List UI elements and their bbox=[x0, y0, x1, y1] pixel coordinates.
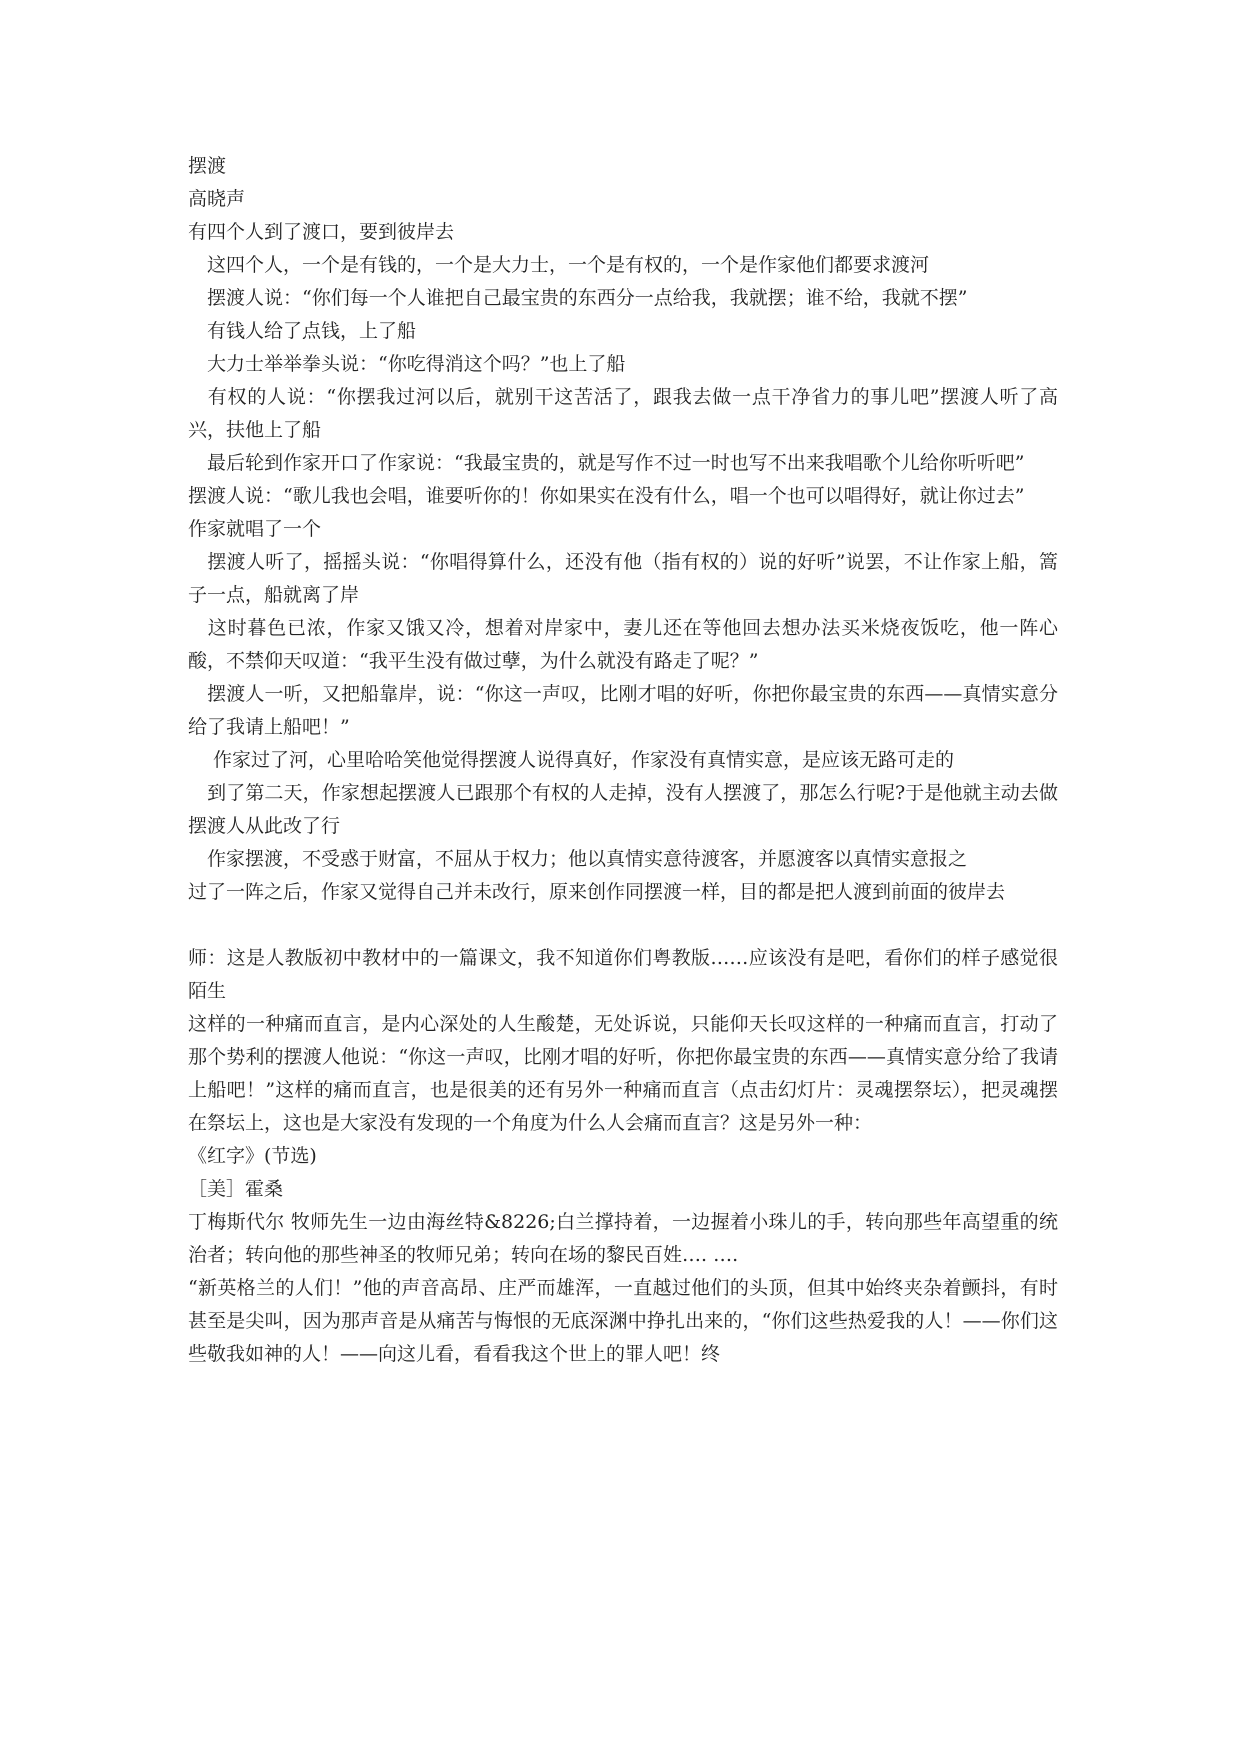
commentary-paragraph: 这样的一种痛而直言，是内心深处的人生酸楚，无处诉说，只能仰天长叹这样的一种痛而直言，打动了那个势利的摆渡人他说：“你这一声叹，比刚才唱的好听，你把你最宝贵的东西——真情实意分给了我请上船吧！”这样的痛而直言，也是很美的还有另外一种痛而直言（点击幻灯片：灵魂摆祭坛），把灵魂摆在祭坛上，这也是大家没有发现的一个角度为什么人会痛而直言？这是另外一种： bbox=[188, 1013, 1058, 1134]
story-paragraph: 这时暮色已浓，作家又饿又冷，想着对岸家中，妻儿还在等他回去想办法买米烧夜饭吃，他一阵心酸，不禁仰天叹道：“我平生没有做过孽，为什么就没有路走了呢？” bbox=[188, 617, 1058, 672]
teacher-remark: 师：这是人教版初中教材中的一篇课文，我不知道你们粤教版……应该没有是吧，看你们的样子感觉很陌生 bbox=[188, 947, 1058, 1002]
story-paragraph: 有四个人到了渡口，要到彼岸去 bbox=[188, 221, 455, 243]
story-paragraph: 摆渡人说：“你们每一个人谁把自己最宝贵的东西分一点给我，我就摆；谁不给，我就不摆” bbox=[188, 287, 968, 309]
story-paragraph: 摆渡人一听，又把船靠岸，说：“你这一声叹，比刚才唱的好听，你把你最宝贵的东西——真情实意分给了我请上船吧！” bbox=[188, 683, 1058, 738]
excerpt-paragraph: “新英格兰的人们！”他的声音高昂、庄严而雄浑，一直越过他们的头顶，但其中始终夹杂着颤抖，有时甚至是尖叫，因为那声音是从痛苦与悔恨的无底深渊中挣扎出来的，“你们这些热爱我的人！——你们这些敬我如神的人！——向这儿看，看看我这个世上的罪人吧！终 bbox=[188, 1277, 1058, 1365]
document-page bbox=[188, 150, 1058, 1371]
story-paragraph: 有钱人给了点钱，上了船 bbox=[188, 320, 417, 342]
story-paragraph: 作家摆渡，不受惑于财富，不屈从于权力；他以真情实意待渡客，并愿渡客以真情实意报之 bbox=[188, 848, 968, 870]
excerpt-paragraph: 丁梅斯代尔 牧师先生一边由海丝特&8226;白兰撑持着，一边握着小珠儿的手，转向那些年高望重的统治者；转向他的那些神圣的牧师兄弟；转向在场的黎民百姓…. …. bbox=[188, 1211, 1058, 1266]
excerpt-title: 《红字》(节选) bbox=[188, 1145, 317, 1167]
story-paragraph: 这四个人，一个是有钱的，一个是大力士，一个是有权的，一个是作家他们都要求渡河 bbox=[188, 254, 930, 276]
section-spacer bbox=[188, 909, 1058, 942]
story-paragraph: 到了第二天，作家想起摆渡人已跟那个有权的人走掉，没有人摆渡了，那怎么行呢?于是他就主动去做摆渡人从此改了行 bbox=[188, 782, 1058, 837]
story-paragraph: 作家过了河，心里哈哈笑他觉得摆渡人说得真好，作家没有真情实意，是应该无路可走的 bbox=[188, 749, 955, 771]
story-paragraph: 作家就唱了一个 bbox=[188, 518, 322, 540]
story-paragraph: 摆渡人听了，摇摇头说：“你唱得算什么，还没有他（指有权的）说的好听”说罢，不让作家上船，篙子一点，船就离了岸 bbox=[188, 551, 1058, 606]
story-paragraph: 有权的人说：“你摆我过河以后，就别干这苦活了，跟我去做一点干净省力的事儿吧”摆渡人听了高兴，扶他上了船 bbox=[188, 386, 1058, 441]
story-title: 摆渡 bbox=[188, 155, 227, 177]
excerpt-author: ［美］霍桑 bbox=[188, 1178, 284, 1200]
story-author: 高晓声 bbox=[188, 188, 246, 210]
story-paragraph: 最后轮到作家开口了作家说：“我最宝贵的，就是写作不过一时也写不出来我唱歌个儿给你听听吧” bbox=[188, 452, 1025, 474]
story-paragraph: 过了一阵之后，作家又觉得自己并未改行，原来创作同摆渡一样，目的都是把人渡到前面的彼岸去 bbox=[188, 881, 1006, 903]
story-paragraph: 摆渡人说：“歌儿我也会唱，谁要听你的！你如果实在没有什么，唱一个也可以唱得好，就让你过去” bbox=[188, 485, 1025, 507]
story-paragraph: 大力士举举拳头说：“你吃得消这个吗？”也上了船 bbox=[188, 353, 626, 375]
